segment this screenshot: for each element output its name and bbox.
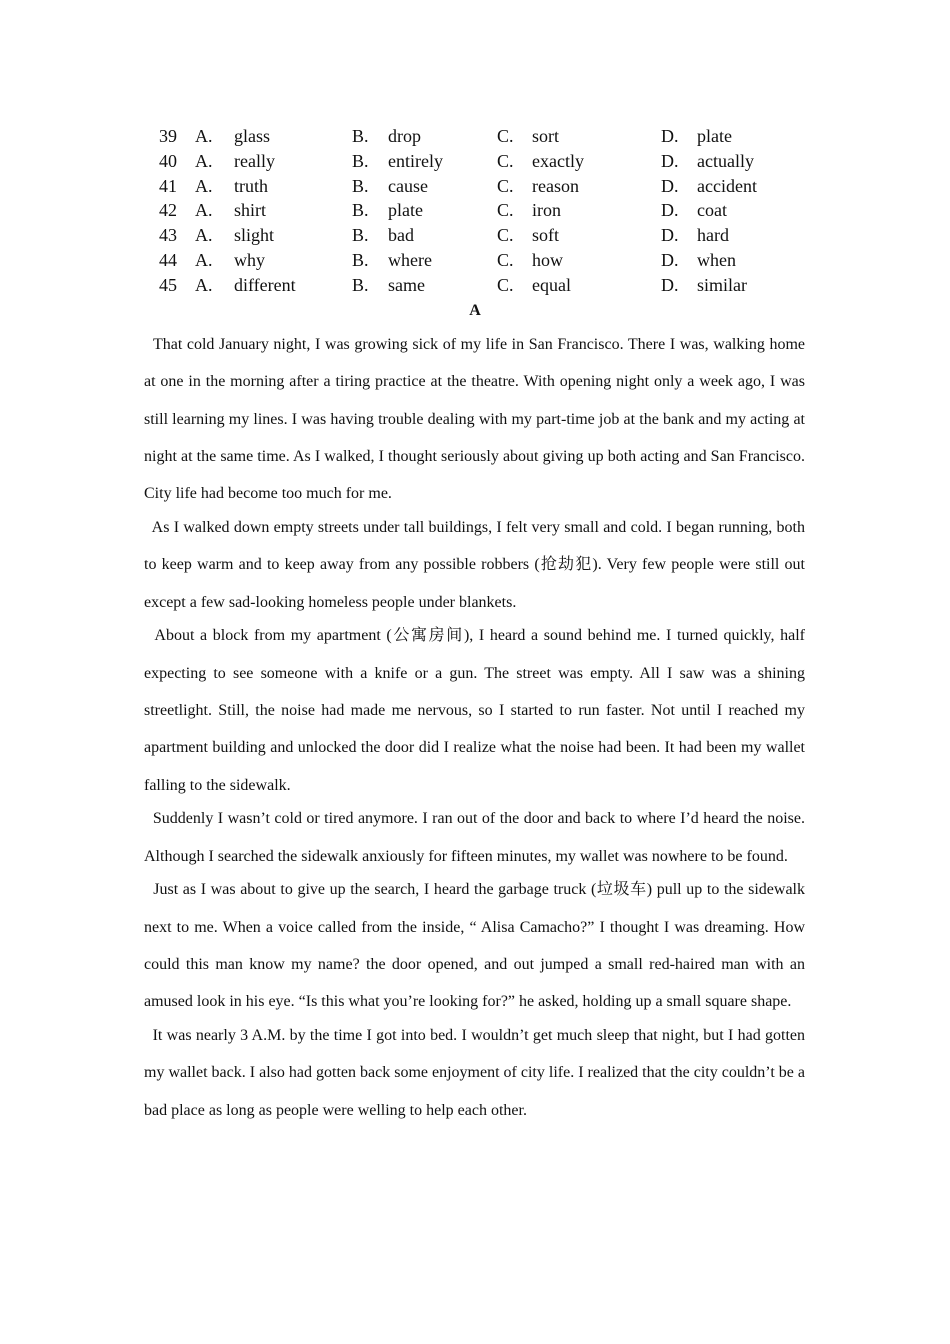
option-letter-d: D.	[661, 200, 679, 221]
option-b: plate	[388, 200, 423, 221]
option-row-42	[159, 198, 809, 223]
option-letter-c: C.	[497, 225, 514, 246]
option-letter-b: B.	[352, 274, 369, 295]
option-letter-b: B.	[352, 200, 369, 221]
option-letter-a: A.	[195, 225, 213, 246]
option-a: truth	[234, 175, 268, 196]
option-letter-c: C.	[497, 126, 514, 146]
option-b: where	[388, 249, 432, 270]
option-b: cause	[388, 175, 428, 196]
option-d: coat	[697, 200, 727, 221]
reading-passage	[144, 326, 805, 1126]
option-row-43	[159, 223, 809, 248]
question-number: 40	[159, 150, 177, 171]
passage-paragraph-1: That cold January night, I was growing sick of my life in San Francisco. There I was, walking home at one in the morning after a tiring practice at the theatre. With opening night only a week ago, I was still learning my lines. I was having trouble dealing with my part-time job at the bank and my acting at night at the same time. As I walked, I thought seriously about giving up both acting and San Francisco. City life had become too much for me.	[144, 336, 805, 503]
section-title: A	[469, 302, 481, 319]
option-row-41	[159, 174, 809, 199]
option-d: when	[697, 249, 736, 270]
option-c: exactly	[532, 150, 584, 171]
option-a: different	[234, 274, 296, 295]
option-d: plate	[697, 126, 732, 146]
option-letter-d: D.	[661, 175, 679, 196]
passage-paragraph-5: Just as I was about to give up the search, I heard the garbage truck (垃圾车) pull up to the sidewalk next to me. When a voice called from the inside, “ Alisa Camacho?” I thought I was dreaming. How could this man know my name? the door opened, and out jumped a small red-haired man with an amused look in his eye. “Is this what you’re looking for?” he asked, holding up a small square shape.	[144, 881, 805, 1011]
option-c: reason	[532, 175, 579, 196]
option-letter-d: D.	[661, 150, 679, 171]
option-b: same	[388, 274, 425, 295]
option-a: shirt	[234, 200, 267, 221]
question-number: 41	[159, 175, 177, 196]
option-letter-a: A.	[195, 175, 213, 196]
question-number: 42	[159, 200, 177, 221]
option-letter-c: C.	[497, 175, 514, 196]
passage-paragraph-2: As I walked down empty streets under tall buildings, I felt very small and cold. I began running, both to keep warm and to keep away from any possible robbers (抢劫犯). Very few people were still out except a few sad-looking homeless people under blankets.	[144, 518, 805, 611]
question-number: 45	[159, 274, 177, 295]
option-c: sort	[532, 126, 559, 146]
option-c: iron	[532, 200, 561, 221]
option-c: how	[532, 249, 563, 270]
option-letter-a: A.	[195, 249, 213, 270]
answer-options-table	[159, 124, 809, 298]
option-letter-d: D.	[661, 249, 679, 270]
question-number: 39	[159, 126, 177, 146]
passage-paragraph-4: Suddenly I wasn’t cold or tired anymore. I ran out of the door and back to where I’d heard the noise. Although I searched the sidewalk anxiously for fifteen minutes, my wallet was nowhere to be found.	[144, 810, 805, 865]
option-letter-c: C.	[497, 200, 514, 221]
option-d: similar	[697, 274, 747, 295]
option-a: slight	[234, 225, 275, 246]
option-row-39	[159, 124, 809, 149]
question-number: 43	[159, 225, 177, 246]
option-row-45	[159, 273, 809, 298]
option-letter-b: B.	[352, 126, 369, 146]
option-letter-c: C.	[497, 150, 514, 171]
option-letter-a: A.	[195, 150, 213, 171]
option-letter-c: C.	[497, 274, 514, 295]
option-row-40	[159, 149, 809, 174]
passage-paragraph-3: About a block from my apartment (公寓房间), I heard a sound behind me. I turned quickly, half expecting to see someone with a knife or a gun. The street was empty. All I saw was a shining streetlight. Still, the noise had made me nervous, so I started to run faster. Not until I reached my apartment building and unlocked the door did I realize what the noise had been. It had been my wallet falling to the sidewalk.	[144, 627, 805, 794]
option-b: entirely	[388, 150, 443, 171]
option-letter-b: B.	[352, 249, 369, 270]
option-letter-d: D.	[661, 274, 679, 295]
option-letter-a: A.	[195, 274, 213, 295]
option-d: accident	[697, 175, 757, 196]
option-letter-a: A.	[195, 126, 213, 146]
option-letter-b: B.	[352, 150, 369, 171]
option-letter-d: D.	[661, 225, 679, 246]
option-a: why	[234, 249, 265, 270]
option-letter-b: B.	[352, 175, 369, 196]
option-c: equal	[532, 274, 571, 295]
option-a: really	[234, 150, 275, 171]
option-d: actually	[697, 150, 754, 171]
passage-paragraph-6: It was nearly 3 A.M. by the time I got into bed. I wouldn’t get much sleep that night, but I had gotten my wallet back. I also had gotten back some enjoyment of city life. I realized that the city couldn’t be a bad place as long as people were welling to help each other.	[144, 1027, 805, 1119]
option-row-44	[159, 248, 809, 273]
question-number: 44	[159, 249, 177, 270]
option-b: drop	[388, 126, 421, 146]
option-d: hard	[697, 225, 729, 246]
option-letter-a: A.	[195, 200, 213, 221]
option-a: glass	[234, 126, 270, 146]
option-letter-c: C.	[497, 249, 514, 270]
option-b: bad	[388, 225, 414, 246]
option-letter-d: D.	[661, 126, 679, 146]
option-c: soft	[532, 225, 559, 246]
option-letter-b: B.	[352, 225, 369, 246]
